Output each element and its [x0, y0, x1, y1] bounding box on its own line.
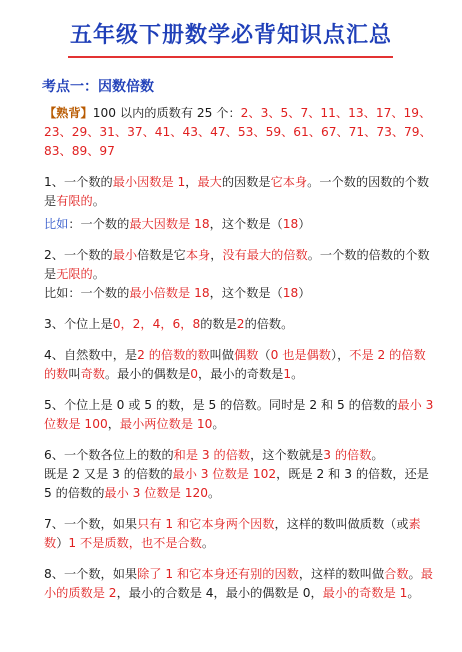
p6-text: 既是 2 又是 3 的倍数的 — [44, 467, 173, 481]
primes-paragraph — [44, 104, 434, 161]
p7-highlight: 只有 1 和它本身两个因数 — [137, 517, 275, 531]
p2-example-text: ，这个数是（ — [209, 286, 283, 300]
p7-text: 7、一个数，如果 — [44, 517, 138, 531]
p1-example-text: ：一个数的 — [68, 217, 130, 231]
p1-example-highlight: 最大因数是 18 — [129, 217, 210, 231]
p1-text: 的因数是 — [221, 175, 271, 189]
p8-text: ，这样的数叫做 — [298, 567, 385, 581]
p4-highlight: 2 的倍数的数 — [137, 348, 210, 362]
p1-text: 。 — [92, 194, 105, 208]
primes-lead: 100 以内的质数有 25 个： — [92, 106, 241, 120]
p5-text: 。 — [212, 417, 225, 431]
p8-text: 8、一个数，如果 — [44, 567, 138, 581]
point-5 — [44, 396, 434, 434]
p1-example-text: ，这个数是（ — [209, 217, 283, 231]
p1-text: 1、一个数的 — [44, 175, 113, 189]
p2-example-highlight: 最小倍数是 18 — [129, 286, 210, 300]
point-2 — [44, 246, 434, 284]
p4-text: （ — [258, 348, 271, 362]
p4-text: 。 — [291, 367, 304, 381]
p1-highlight: 它本身 — [270, 175, 308, 189]
p1-highlight: 有限的 — [56, 194, 93, 208]
p1-text: 。一个数的因数的个数是 — [44, 175, 430, 208]
p2-highlight: 本身 — [185, 248, 211, 262]
p8-highlight: 最小的质数是 2 — [44, 567, 433, 600]
shubei-tag: 【熟背】 — [44, 106, 93, 120]
p2-example-text: 比如：一个数的 — [44, 286, 130, 300]
p2-highlight: 无限的 — [56, 267, 93, 281]
p5-text: ， — [107, 417, 120, 431]
p6-highlight: 最小 3 位数是 120 — [104, 486, 208, 500]
p8-text: 。 — [407, 586, 420, 600]
p4-highlight: 偶数 — [234, 348, 259, 362]
p6-highlight: 最小 3 位数是 102 — [172, 467, 277, 481]
p8-highlight: 最小的奇数是 1 — [322, 586, 408, 600]
p4-text: ，最小的奇数是 — [198, 367, 284, 381]
point-6-extra — [44, 465, 434, 503]
p1-text: ， — [185, 175, 198, 189]
p6-text: 。 — [207, 486, 221, 500]
point-7 — [44, 515, 434, 553]
p1-example-label: 比如 — [44, 217, 69, 231]
p6-text: 。 — [371, 448, 384, 462]
p6-text: ，这个数就是 — [250, 448, 324, 462]
p4-text: ）， — [330, 348, 350, 362]
point-3 — [44, 315, 434, 334]
p3-highlight: 0，2，4，6，8 — [112, 317, 201, 331]
p2-text: 。一个数的倍数的个数是 — [44, 248, 430, 281]
p2-text: ， — [210, 248, 223, 262]
p8-highlight: 合数 — [384, 567, 409, 581]
point-6 — [44, 446, 434, 465]
p4-highlight: 1 — [283, 367, 292, 381]
p3-text: 的倍数。 — [244, 317, 294, 331]
p7-highlight: 素数 — [44, 517, 421, 550]
p7-text: 。 — [201, 536, 215, 550]
p4-text: 。最小的偶数是 — [104, 367, 191, 381]
p6-text: ，既是 2 和 3 的倍数，还是 5 的倍数的 — [44, 467, 429, 500]
p7-highlight: 1 不是质数，也不是合数 — [68, 536, 202, 550]
p1-example-answer: 18 — [282, 217, 299, 231]
p2-highlight: 最小 — [112, 248, 138, 262]
p7-text: ） — [56, 536, 69, 550]
p1-example-text: ） — [298, 217, 311, 231]
p2-text: 。 — [92, 267, 105, 281]
primes-list: 2、3、5、7、11、13、17、19、23、29、31、37、41、43、47、53、59、61、67、71、73、79、83、89、97 — [44, 106, 432, 158]
p2-text: 2、一个数的 — [44, 248, 113, 262]
p4-highlight: 奇数 — [80, 367, 105, 381]
p5-highlight: 最小 3 位数是 100 — [44, 398, 434, 431]
p4-highlight: 0 — [190, 367, 199, 381]
p8-text: 。 — [408, 567, 421, 581]
p4-text: 4、自然数中，是 — [44, 348, 138, 362]
p8-text: ，最小的合数是 4，最小的偶数是 0， — [116, 586, 323, 600]
p4-highlight: 0 也是偶数 — [270, 348, 331, 362]
point-8 — [44, 565, 434, 603]
p1-highlight: 最小因数是 1 — [112, 175, 186, 189]
p2-text: 倍数是它 — [137, 248, 186, 262]
p8-highlight: 除了 1 和它本身还有别的因数 — [137, 567, 299, 581]
p3-text: 3、个位上是 — [44, 317, 113, 331]
p6-highlight: 3 的倍数 — [323, 448, 372, 462]
p4-highlight: 不是 2 的倍数的数 — [44, 348, 426, 381]
p3-text: 的数是 — [200, 317, 237, 331]
p6-text: 6、一个数各位上的数的 — [44, 448, 174, 462]
section-heading: 考点一：因数倍数 — [42, 79, 154, 95]
p3-highlight: 2 — [236, 317, 245, 331]
p1-highlight: 最大 — [197, 175, 222, 189]
point-1-example — [44, 215, 434, 234]
point-1 — [44, 173, 434, 211]
p2-example-text: ） — [298, 286, 311, 300]
p2-example-answer: 18 — [282, 286, 299, 300]
title-underline — [68, 56, 393, 58]
p2-highlight: 没有最大的倍数 — [222, 248, 308, 262]
p7-text: ，这样的数叫做质数（或 — [274, 517, 409, 531]
p5-highlight: 最小两位数是 10 — [119, 417, 213, 431]
content — [44, 104, 434, 603]
p4-text: 叫做 — [209, 348, 235, 362]
point-4 — [44, 346, 434, 384]
p5-text: 5、个位上是 0 或 5 的数，是 5 的倍数。同时是 2 和 5 的倍数的 — [44, 398, 398, 412]
page-title: 五年级下册数学必背知识点汇总 — [69, 23, 392, 48]
p4-text: 叫 — [68, 367, 81, 381]
p6-highlight: 和是 3 的倍数 — [173, 448, 251, 462]
point-2-example — [44, 284, 434, 303]
